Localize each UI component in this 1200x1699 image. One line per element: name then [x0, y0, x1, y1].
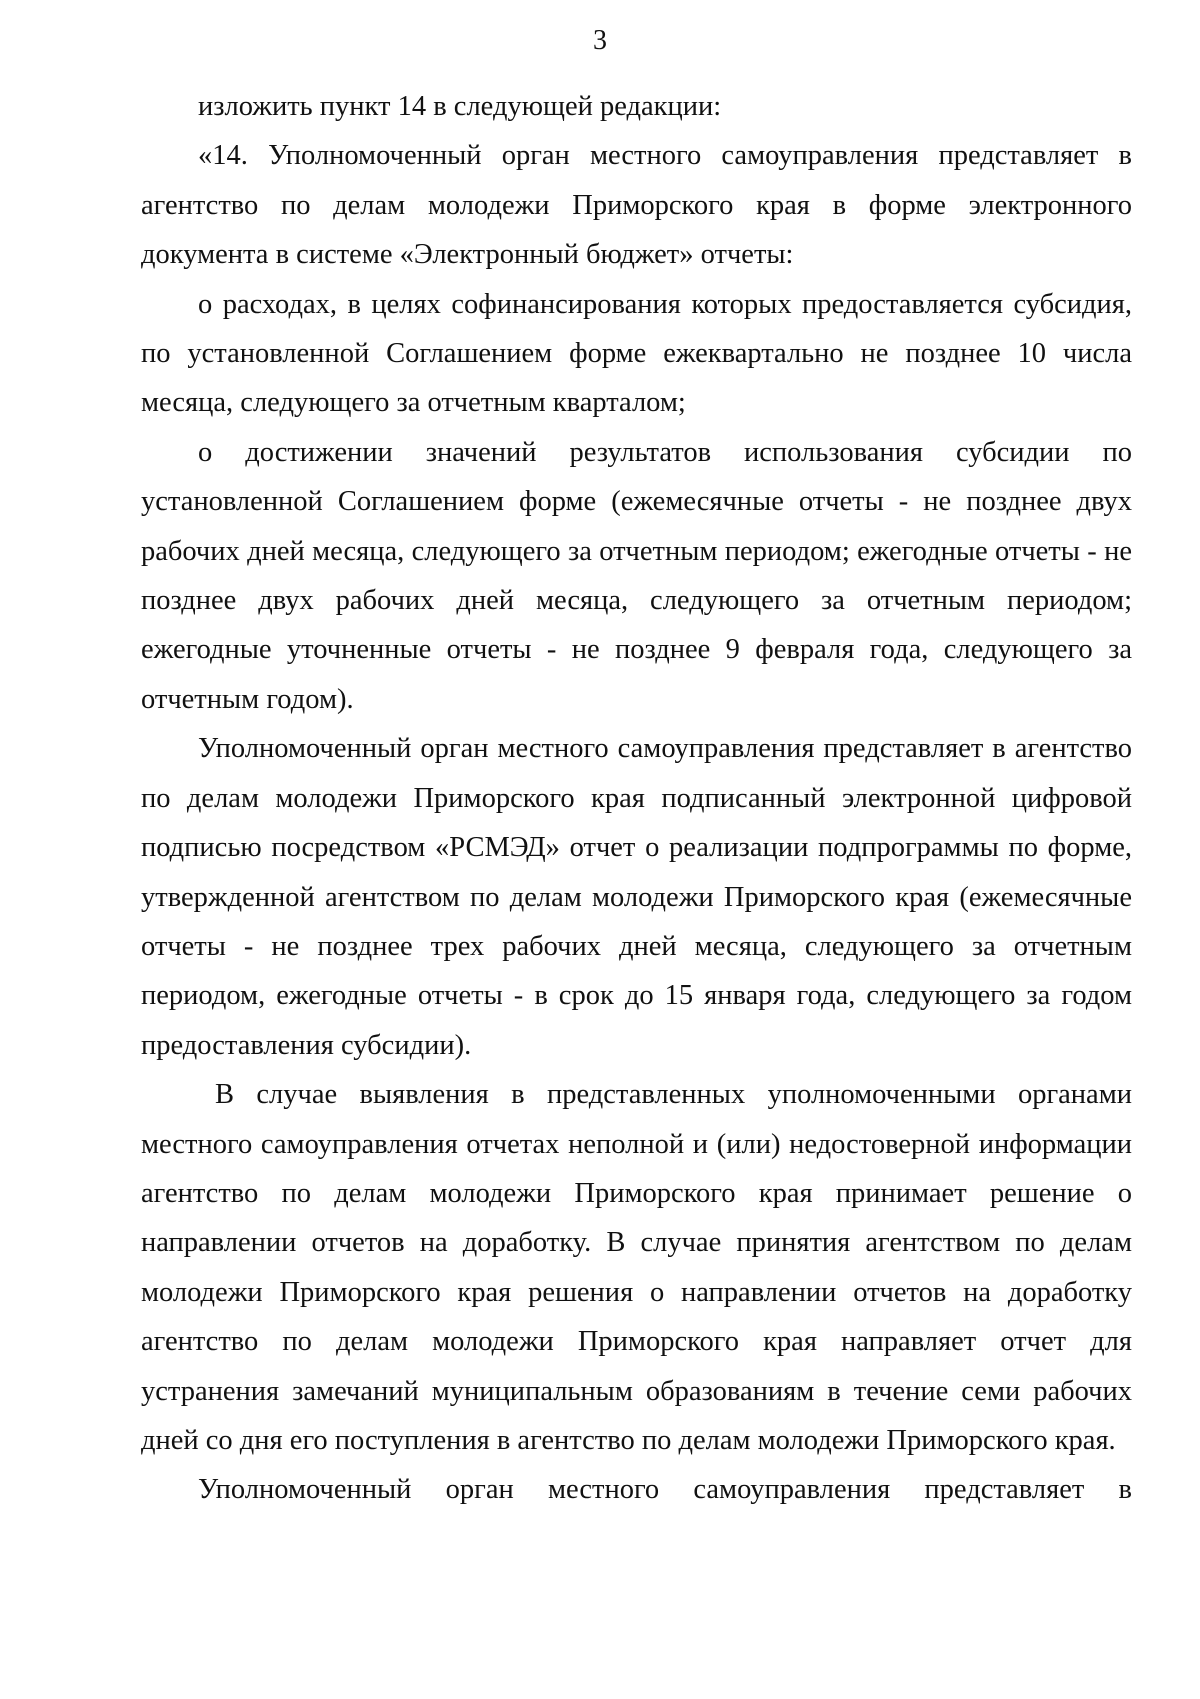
- paragraph-subprogram-report: Уполномоченный орган местного самоуправления представляет в агентство по делам молодежи Приморского края подписанный электронной цифровой подписью посредством «РСМЭД» отчет о реализации подпрограммы по форме, утвержденной агентством по делам молодежи Приморского края (ежемесячные отчеты - не позднее трех рабочих дней месяца, следующего за отчетным периодом, ежегодные отчеты - в срок до 15 января года, следующего за годом предоставления субсидии).: [141, 733, 1132, 1061]
- paragraph-clause-14: «14. Уполномоченный орган местного самоуправления представляет в агентство по делам молодежи Приморского края в форме электронного документа в системе «Электронный бюджет» отчеты:: [141, 140, 1132, 271]
- document-body: [141, 82, 1132, 1515]
- paragraph-continued: Уполномоченный орган местного самоуправления представляет в: [198, 1474, 1132, 1506]
- page-number: 3: [593, 25, 607, 56]
- paragraph-results-report: о достижении значений результатов использования субсидии по установленной Соглашением форме (ежемесячные отчеты - не позднее двух рабочих дней месяца, следующего за отчетным периодом; ежегодные отчеты - не позднее двух рабочих дней месяца, следующего за отчетным периодом; ежегодные уточненные отчеты - не позднее 9 февраля года, следующего за отчетным годом).: [141, 436, 1132, 715]
- paragraph-amendment-intro: изложить пункт 14 в следующей редакции:: [198, 91, 722, 122]
- paragraph-expenses-report: о расходах, в целях софинансирования которых предоставляется субсидия, по установленной Соглашением форме ежеквартально не позднее 10 числа месяца, следующего за отчетным кварталом;: [141, 288, 1132, 419]
- paragraph-revision: В случае выявления в представленных уполномоченными органами местного самоуправления отчетах неполной и (или) недостоверной информации агентство по делам молодежи Приморского края принимает решение о направлении отчетов на доработку. В случае принятия агентством по делам молодежи Приморского края решения о направлении отчетов на доработку агентство по делам молодежи Приморского края направляет отчет для устранения замечаний муниципальным образованиям в течение семи рабочих дней со дня его поступления в агентство по делам молодежи Приморского края.: [141, 1079, 1132, 1456]
